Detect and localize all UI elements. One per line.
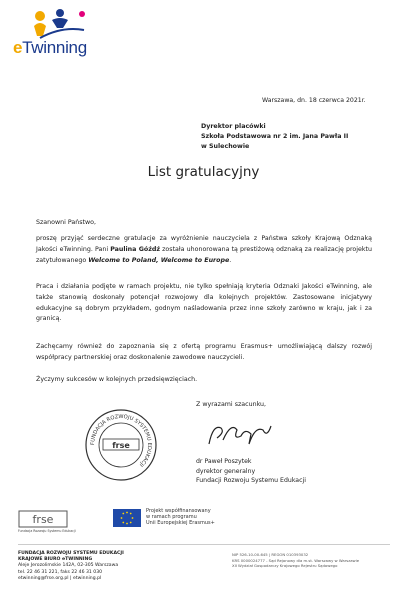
logo-arc [40, 29, 84, 38]
greeting: Szanowni Państwo, [36, 219, 97, 226]
signer-org: Fundacji Rozwoju Systemu Edukacji [196, 477, 306, 484]
signature [205, 418, 275, 452]
footer-divider [18, 544, 390, 545]
paragraph-achievement: Praca i działania podjęte w ramach projektu, nie tylko spełniają kryteria Odznaki Jakości eTwinning, ale także stanowią doskonały potencjał rozwojowy dla kolejnych projektów. Zastosowane inicjatywy edukacyjne są dobrym przykładem, godnym naśladowania przez inne szkoły zarówno w kraju, jak i za granicą. [36, 283, 372, 323]
eu-stars-icon [113, 509, 141, 527]
paragraph-wishes: Życzymy sukcesów w kolejnych przedsięwzięciach. [36, 376, 198, 383]
project-title: Welcome to Poland, Welcome to Europe [88, 256, 230, 264]
logo-figure-orange [34, 23, 46, 36]
letter-date: Warszawa, dn. 18 czerwca 2021r. [262, 97, 366, 104]
logo-head-blue [56, 9, 64, 17]
eu-cofinancing-text: Projekt współfinansowany w ramach programu Unii Europejskiej Erasmus+ [146, 508, 215, 527]
footer-contact: FUNDACJA ROZWOJU SYSTEMU EDUKACJI KRAJOWE BIURO eTWINNING Aleje Jerozolimskie 142A, 02-305 Warszawa tel. 22 46 31 221, faks 22 46 31 030 etwinning@frse.org.pl | etwinning.pl [18, 551, 124, 581]
frse-logo-caption: Fundacja Rozwoju Systemu Edukacji [18, 529, 76, 533]
signer-name: dr Paweł Poszytek [196, 458, 252, 465]
etwinning-logo [13, 38, 87, 58]
paragraph-erasmus: Zachęcamy również do zapoznania się z ofertą programu Erasmus+ umożliwiającą dalszy rozwój współpracy partnerskiej oraz doskonalenie zawodowe nauczycieli. [36, 343, 372, 361]
logo-head-orange [35, 11, 45, 21]
frse-logo-text: frse [32, 513, 54, 526]
recipient-line-2: Szkoła Podstawowa nr 2 im. Jana Pawła II [201, 133, 349, 140]
recipient-block [201, 122, 348, 152]
recipient-line-3: w Sulechowie [201, 143, 250, 150]
logo-prefix: e [13, 38, 23, 57]
etwinning-logo-figures [30, 6, 92, 40]
official-stamp [84, 408, 158, 482]
logo-figure-blue [52, 18, 68, 28]
closing-regards: Z wyrazami szacunku, [196, 401, 267, 408]
eu-flag [113, 509, 141, 527]
teacher-name: Paulina Góźdź [110, 245, 161, 253]
signer-role: dyrektor generalny [196, 467, 256, 475]
frse-logo [18, 510, 68, 528]
footer-registration: NIP 526-10-00-645 | REGON 010393032 KRS 0000024777 - Sąd Rejonowy dla m.st. Warszawy w Warszawie XII Wydział Gospodarczy Krajowego Rejestru Sądowego [232, 552, 360, 569]
stamp-ring-text: FUNDACJA ROZWOJU SYSTEMU EDUKACJI [89, 413, 153, 468]
letter-title: List gratulacyjny [147, 164, 260, 180]
signer-block [196, 457, 306, 486]
logo-name: Twinning [22, 38, 87, 57]
paragraph-congratulations: proszę przyjąć serdeczne gratulacje za wyróżnienie nauczyciela z Państwa szkoły Krajową Odznaką Jakości eTwinning. Pani Paulina Góźdź została uhonorowana tą prestiżową odznaką za realizację projektu zatytułowanego Welcome to Poland, Welcome to Europe. [36, 235, 372, 264]
stamp-center-text: frse [112, 441, 130, 450]
logo-star [79, 11, 85, 17]
recipient-line-1: Dyrektor placówki [201, 123, 266, 130]
